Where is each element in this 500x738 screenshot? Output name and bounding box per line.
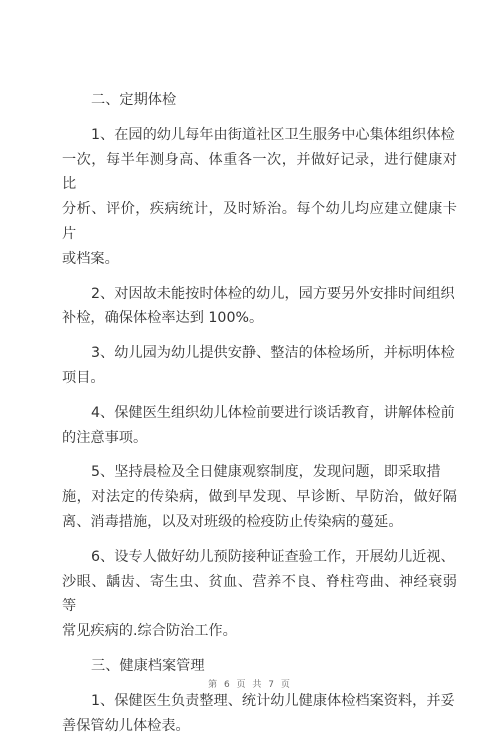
paragraph-line: 6、设专人做好幼儿预防接种证查验工作，开展幼儿近视、	[91, 548, 455, 565]
paragraph-line: 施，对法定的传染病，做到早发现、早诊断、早防治，做好隔	[62, 489, 457, 506]
paragraph-line: 一次，每半年测身高、体重各一次，并做好记录，进行健康对比	[62, 151, 457, 193]
paragraph-line: 沙眼、龋齿、寄生虫、贫血、营养不良、脊柱弯曲、神经衰弱等	[62, 573, 457, 615]
paragraph-line: 分析、评价，疾病统计，及时矫治。每个幼儿均应建立健康卡片	[62, 201, 457, 242]
paragraph-line: 1、在园的幼儿每年由街道社区卫生服务中心集体组织体检	[91, 126, 455, 143]
page-number-footer: 第 6 页 共 7 页	[208, 680, 292, 690]
paragraph-line: 5、坚持晨检及全日健康观察制度，发现问题，即采取措	[91, 464, 441, 481]
paragraph-line: 或档案。	[62, 250, 119, 267]
paragraph-line: 4、保健医生组织幼儿体检前要进行谈话教育，讲解体检前	[91, 404, 455, 421]
paragraph-line: 2、对因故未能按时体检的幼儿，园方要另外安排时间组织	[91, 285, 455, 302]
paragraph-line: 善保管幼儿体检表。	[62, 717, 190, 734]
paragraph-line: 补检，确保体检率达到 100%。	[62, 310, 264, 327]
paragraph-line: 常见疾病的.综合防治工作。	[62, 623, 237, 640]
paragraph-line: 项目。	[62, 369, 105, 386]
paragraph-line: 1、保健医生负责整理、统计幼儿健康体检档案资料，并妥	[91, 692, 455, 709]
section-heading-periodic-checkup: 二、定期体检	[91, 92, 177, 108]
paragraph-line: 3、幼儿园为幼儿提供安静、整洁的体检场所，并标明体检	[91, 345, 455, 362]
paragraph-line: 的注意事项。	[62, 429, 148, 446]
section-heading-health-records: 三、健康档案管理	[91, 657, 205, 674]
paragraph-line: 离、消毒措施，以及对班级的检疫防止传染病的蔓延。	[62, 513, 403, 530]
document-body	[62, 88, 457, 738]
